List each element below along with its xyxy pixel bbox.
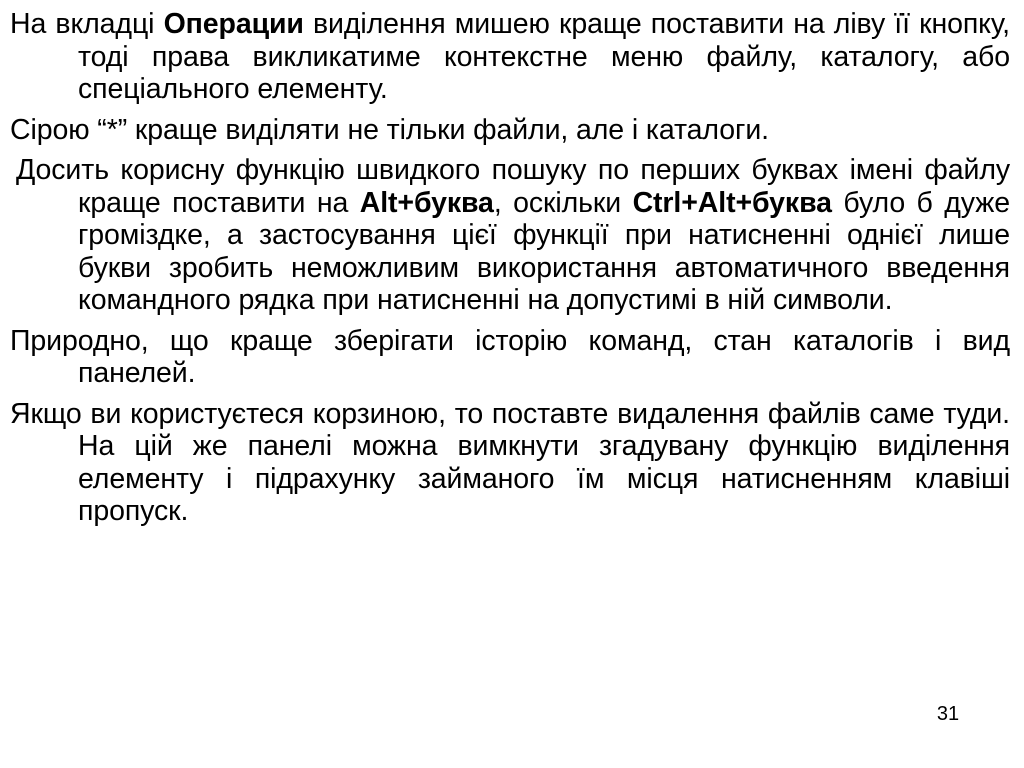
paragraph-recycle-bin: [10, 398, 1010, 528]
text-segment: , оскільки: [493, 186, 633, 219]
paragraph-quick-search: [10, 154, 1010, 317]
text-segment: Якщо ви користуєтеся корзиною, то поставте видалення файлів саме туди. На цій же панелі можна вимкнути згадувану функцію виділення елементу і підрахунку займаного їм місця натисненням клавіші пропуск.: [10, 397, 1010, 527]
text-segment: Досить корисну функцію швидкого пошуку по перших буквах імені файлу краще поставити на: [16, 154, 1010, 219]
paragraph-gray-star: [10, 114, 1010, 147]
text-segment-bold: Операции: [163, 8, 304, 40]
slide-text-body: [10, 8, 1010, 536]
page-number: 31: [936, 703, 960, 725]
text-segment: виділення мишею краще поставити на ліву її кнопку, тоді права викликатиме контекстне меню файлу, каталогу, або спеціального елементу.: [78, 8, 1010, 105]
text-segment-bold: Ctrl+Alt+буква: [632, 186, 832, 219]
paragraph-history: [10, 325, 1010, 390]
text-segment: Сірою “*” краще виділяти не тільки файли, але і каталоги.: [10, 113, 769, 146]
text-segment: було б дуже громіздке, а застосування цієї функції при натисненні однієї лише букви зробить неможливим використання автоматичного введення командного рядка при натисненні на допустимі в ній символи.: [78, 186, 1010, 316]
text-segment: Природно, що краще зберігати історію команд, стан каталогів і вид панелей.: [10, 324, 1010, 389]
paragraph-operations-tab: [10, 8, 1010, 106]
text-segment-bold: Alt+буква: [359, 186, 494, 219]
text-segment: На вкладці: [10, 8, 164, 40]
